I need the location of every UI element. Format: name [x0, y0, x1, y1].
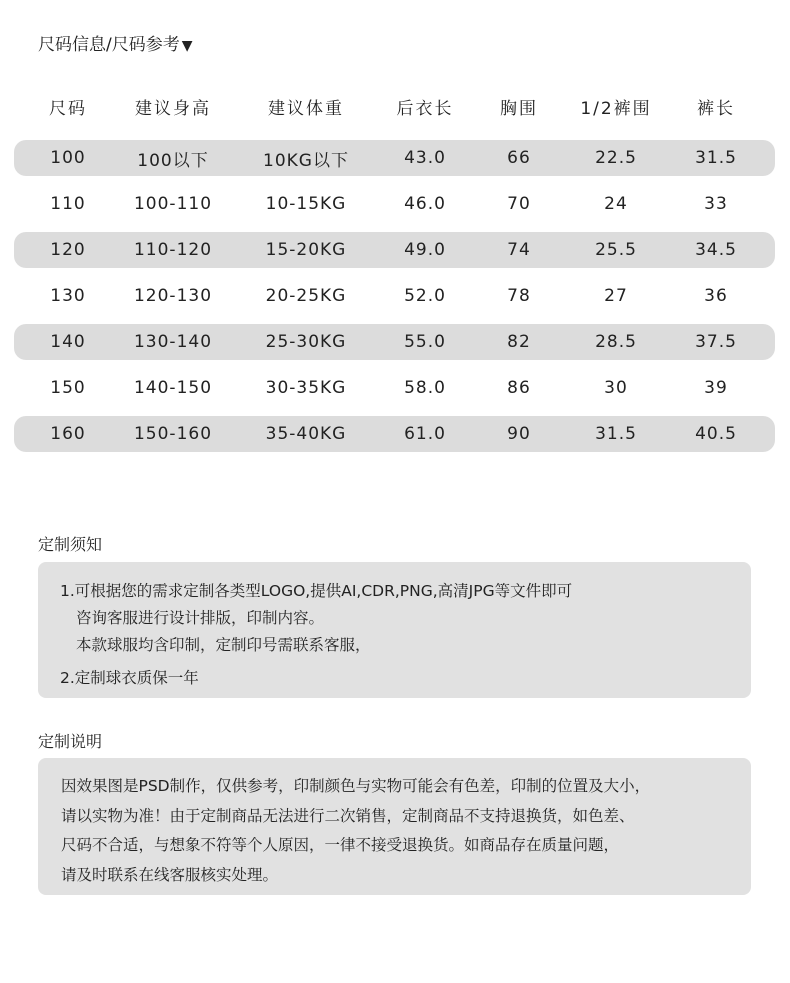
table-cell: 24 — [604, 194, 628, 214]
table-cell: 37.5 — [695, 332, 737, 352]
table-cell: 10KG以下 — [263, 150, 349, 171]
table-cell: 82 — [507, 332, 531, 352]
table-cell: 28.5 — [595, 332, 637, 352]
table-cell: 130-140 — [133, 332, 213, 352]
table-cell: 78 — [507, 286, 531, 306]
table-cell: 30 — [604, 378, 628, 398]
table-cell: 70 — [507, 194, 531, 214]
table-row — [14, 324, 775, 360]
table-cell: 15-20KG — [265, 240, 347, 260]
custom-description-box — [38, 758, 751, 895]
table-row — [14, 416, 775, 452]
notice-line: 咨询客服进行设计排版，印制内容。 — [76, 609, 325, 627]
table-cell: 27 — [604, 286, 628, 306]
header-pants-length: 裤长 — [697, 98, 735, 119]
description-line: 因效果图是PSD制作，仅供参考，印制颜色与实物可能会有色差，印制的位置及大小， — [61, 777, 651, 795]
table-cell: 140-150 — [133, 378, 213, 398]
table-cell: 31.5 — [595, 424, 637, 444]
table-cell: 33 — [704, 194, 728, 214]
table-cell: 100 — [50, 148, 86, 168]
table-cell: 46.0 — [404, 194, 446, 214]
table-cell: 34.5 — [695, 240, 737, 260]
header-back-length: 后衣长 — [396, 98, 454, 119]
custom-notice-title: 定制须知 — [38, 535, 103, 554]
table-cell: 35-40KG — [265, 424, 347, 444]
table-row — [14, 232, 775, 268]
table-cell: 55.0 — [404, 332, 446, 352]
description-line: 尺码不合适，与想象不符等个人原因，一律不接受退换货。如商品存在质量问题， — [61, 836, 620, 854]
table-cell: 74 — [507, 240, 531, 260]
header-chest: 胸围 — [500, 98, 538, 119]
table-cell: 20-25KG — [265, 286, 347, 306]
table-cell: 10-15KG — [265, 194, 347, 214]
table-cell: 86 — [507, 378, 531, 398]
size-info-title-text: 尺码信息/尺码参考 — [38, 35, 180, 55]
table-cell: 43.0 — [404, 148, 446, 168]
table-cell: 120-130 — [133, 286, 213, 306]
description-line: 请以实物为准！由于定制商品无法进行二次销售，定制商品不支持退换货，如色差、 — [61, 806, 635, 825]
header-weight: 建议体重 — [268, 98, 344, 119]
table-cell: 36 — [704, 286, 728, 306]
header-size: 尺码 — [49, 98, 87, 119]
table-cell: 130 — [50, 286, 86, 306]
table-cell: 110 — [50, 194, 86, 214]
size-table — [14, 84, 775, 452]
table-cell: 40.5 — [695, 424, 737, 444]
table-row — [14, 186, 775, 222]
table-cell: 25.5 — [595, 240, 637, 260]
table-cell: 25-30KG — [265, 332, 347, 352]
table-cell: 110-120 — [133, 240, 213, 260]
table-cell: 160 — [50, 424, 86, 444]
table-cell: 120 — [50, 240, 86, 260]
header-half-pants-waist: 1/2裤围 — [580, 98, 652, 119]
table-cell: 22.5 — [595, 148, 637, 168]
size-info-title — [38, 30, 193, 55]
table-cell: 100以下 — [137, 150, 209, 171]
table-cell: 61.0 — [404, 424, 446, 444]
table-cell: 150 — [50, 378, 86, 398]
table-cell: 100-110 — [133, 194, 213, 214]
dropdown-arrow-icon: ▼ — [181, 38, 193, 54]
table-cell: 52.0 — [404, 286, 446, 306]
table-cell: 140 — [50, 332, 86, 352]
header-height: 建议身高 — [135, 98, 211, 119]
table-row — [14, 278, 775, 314]
custom-description-title: 定制说明 — [38, 732, 103, 751]
table-cell: 39 — [704, 378, 728, 398]
table-cell: 90 — [507, 424, 531, 444]
table-cell: 66 — [507, 148, 531, 168]
table-cell: 150-160 — [133, 424, 213, 444]
table-cell: 31.5 — [695, 148, 737, 168]
table-cell: 30-35KG — [265, 378, 347, 398]
table-row — [14, 140, 775, 176]
notice-line: 本款球服均含印制，定制印号需联系客服， — [76, 636, 371, 654]
table-row — [14, 370, 775, 406]
notice-line: 2.定制球衣质保一年 — [60, 669, 199, 687]
notice-line: 1.可根据您的需求定制各类型LOGO,提供AI,CDR,PNG,高清JPG等文件即可 — [60, 582, 573, 600]
size-table-header — [14, 84, 775, 128]
custom-notice-box — [38, 562, 751, 698]
description-line: 请及时联系在线客服核实处理。 — [61, 865, 279, 884]
table-cell: 58.0 — [404, 378, 446, 398]
table-cell: 49.0 — [404, 240, 446, 260]
